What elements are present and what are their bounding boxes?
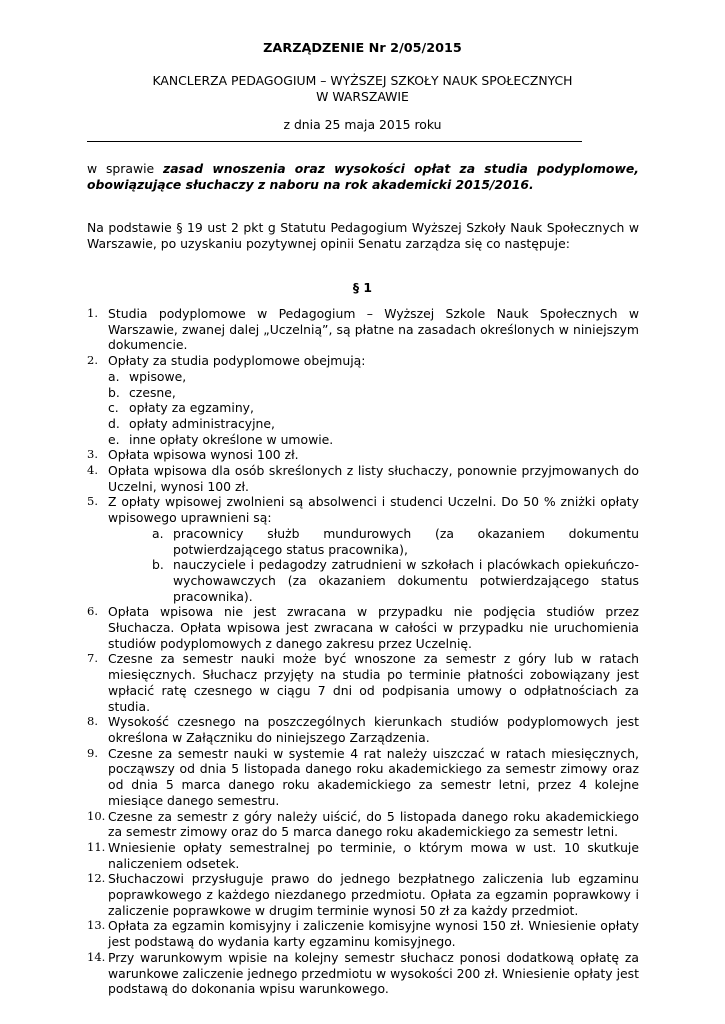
list-item xyxy=(87,746,639,809)
header-divider xyxy=(87,141,582,142)
list-item xyxy=(87,604,639,651)
sub-text: opłaty administracyjne, xyxy=(129,415,275,431)
item-text: Przy warunkowym wpisie na kolejny semestr słuchacz ponosi dodatkową opłatę za warunkowe zaliczenie jednego przedmiotu w wysokości 200 zł. Wniesienie opłaty jest podstawą do dokonania wpisu warunkowego. xyxy=(108,949,639,997)
list-item xyxy=(87,651,639,714)
sub-text: czesne, xyxy=(129,384,176,400)
sub-text: pracownicy służb mundurowych (za okazaniem dokumentu potwierdzającego status pracownika), xyxy=(173,525,639,557)
sublist-item xyxy=(108,416,639,432)
item-number: 11. xyxy=(87,839,106,854)
item-text: Czesne za semestr z góry należy uiścić, do 5 listopada danego roku akademickiego za semestr zimowy oraz do 5 marca danego roku akademickiego za semestr letni. xyxy=(108,808,639,840)
sublist-item xyxy=(108,526,639,557)
legal-basis: Na podstawie § 19 ust 2 pkt g Statutu Pedagogium Wyższej Szkoły Nauk Społecznych w Warszawie, po uzyskaniu pozytywnej opinii Senatu zarządza się co następuje: xyxy=(87,220,639,252)
item-text: Opłaty za studia podyplomowe obejmują: xyxy=(108,353,366,369)
item-text: Z opłaty wpisowej zwolnieni są absolwenci i studenci Uczelni. Do 50 % zniżki opłaty wpisowego uprawnieni są: xyxy=(108,494,639,526)
item-text: Wysokość czesnego na poszczególnych kierunkach studiów podyplomowych jest określona w Załączniku do niniejszego Zarządzenia. xyxy=(108,714,639,745)
item-text: Opłata wpisowa dla osób skreślonych z listy słuchaczy, ponownie przyjmowanych do Uczelni, wynosi 100 zł. xyxy=(108,463,639,494)
item-number: 8. xyxy=(87,714,98,729)
item-text: Opłata za egzamin komisyjny i zaliczenie komisyjne wynosi 150 zł. Wniesienie opłaty jest podstawą do wydania karty egzaminu komisyjnego. xyxy=(108,918,639,950)
item-number: 4. xyxy=(87,463,98,478)
section-title: § 1 xyxy=(352,280,373,295)
list-item xyxy=(87,840,639,871)
document-date: z dnia 25 maja 2015 roku xyxy=(283,117,442,132)
list-item xyxy=(87,306,639,353)
list-item xyxy=(87,353,639,447)
sub-letter: a. xyxy=(152,525,164,541)
sublist-item xyxy=(108,432,639,448)
sub-letter: b. xyxy=(108,384,120,400)
list-item xyxy=(87,950,639,997)
issuer-line-1: KANCLERZA PEDAGOGIUM – WYŻSZEJ SZKOŁY NAUK SPOŁECZNYCH xyxy=(152,73,573,88)
list-item xyxy=(87,809,639,840)
item-number: 10. xyxy=(87,808,106,823)
list-item xyxy=(87,871,639,918)
sub-letter: c. xyxy=(108,400,119,416)
list-item xyxy=(87,494,639,604)
sublist-item xyxy=(108,557,639,604)
sub-text: nauczyciele i pedagodzy zatrudnieni w szkołach i placówkach opiekuńczo-wychowawczych (za okazaniem dokumentu potwierdzającego status pracownika). xyxy=(173,557,639,604)
sub-text: inne opłaty określone w umowie. xyxy=(129,431,334,447)
item-number: 13. xyxy=(87,918,106,933)
item-text: Studia podyplomowe w Pedagogium – Wyższej Szkole Nauk Społecznych w Warszawie, zwanej dalej „Uczelnią”, są płatne na zasadach określonych w niniejszym dokumencie. xyxy=(108,306,639,353)
item-number: 12. xyxy=(87,871,106,886)
issuer-line-2: W WARSZAWIE xyxy=(316,88,409,104)
sublist-item xyxy=(108,369,639,385)
sublist-item xyxy=(108,400,639,416)
item-number: 5. xyxy=(87,494,98,509)
item-number: 7. xyxy=(87,651,98,666)
list-item xyxy=(87,447,639,463)
item-number: 1. xyxy=(87,306,98,320)
item-number: 14. xyxy=(87,949,106,964)
item-text: Opłata wpisowa nie jest zwracana w przypadku nie podjęcia studiów przez Słuchacza. Opłata wpisowa jest zwracana w całości w przypadku nie uruchomienia studiów podyplomowych z danego zakresu przez Uczelnię. xyxy=(108,604,639,651)
fees-sublist xyxy=(108,369,639,448)
document-issuer xyxy=(0,73,725,104)
item-text: Opłata wpisowa wynosi 100 zł. xyxy=(108,447,299,463)
subject-emphasis: zasad wnoszenia oraz wysokości opłat za studia podyplomowe, obowiązujące słuchaczy z naboru na rok akademicki 2015/2016. xyxy=(87,161,640,192)
item-text: Wniesienie opłaty semestralnej po terminie, o którym mowa w ust. 10 skutkuje naliczeniem odsetek. xyxy=(108,839,639,871)
item-number: 9. xyxy=(87,745,98,760)
item-number: 6. xyxy=(87,604,98,619)
sub-text: opłaty za egzaminy, xyxy=(129,400,254,416)
discount-sublist xyxy=(108,526,639,605)
item-number: 2. xyxy=(87,353,98,368)
document-title: ZARZĄDZENIE Nr 2/05/2015 xyxy=(263,41,462,56)
provisions-list xyxy=(87,306,639,997)
sub-letter: b. xyxy=(152,557,164,573)
document-subject xyxy=(87,161,639,192)
item-number: 3. xyxy=(87,447,98,462)
sub-letter: a. xyxy=(108,368,120,384)
item-text: Czesne za semestr nauki może być wnoszone za semestr z góry lub w ratach miesięcznych. Słuchacz przyjęty na studia po terminie płatności zobowiązany jest wpłacić ratę czesnego w ciągu 7 dni od podpisania umowy o odpłatnościach za studia. xyxy=(108,651,639,714)
list-item xyxy=(87,714,639,745)
sub-text: wpisowe, xyxy=(129,368,187,384)
subject-prefix: w sprawie xyxy=(87,161,163,176)
sub-letter: e. xyxy=(108,431,120,447)
item-text: Czesne za semestr nauki w systemie 4 rat należy uiszczać w ratach miesięcznych, począwszy od dnia 5 listopada danego roku akademickiego za semestr zimowy oraz od dnia 5 marca danego roku akademickiego za semestr letni, przez 4 kolejne miesiące danego semestru. xyxy=(108,745,639,808)
sub-letter: d. xyxy=(108,415,120,431)
list-item xyxy=(87,463,639,494)
item-text: Słuchaczowi przysługuje prawo do jednego bezpłatnego zaliczenia lub egzaminu poprawkowego z każdego niezdanego przedmiotu. Opłata za egzamin poprawkowy i zaliczenie poprawkowe w drugim terminie wynosi 50 zł za każdy przedmiot. xyxy=(108,871,639,918)
list-item xyxy=(87,918,639,949)
sublist-item xyxy=(108,385,639,401)
